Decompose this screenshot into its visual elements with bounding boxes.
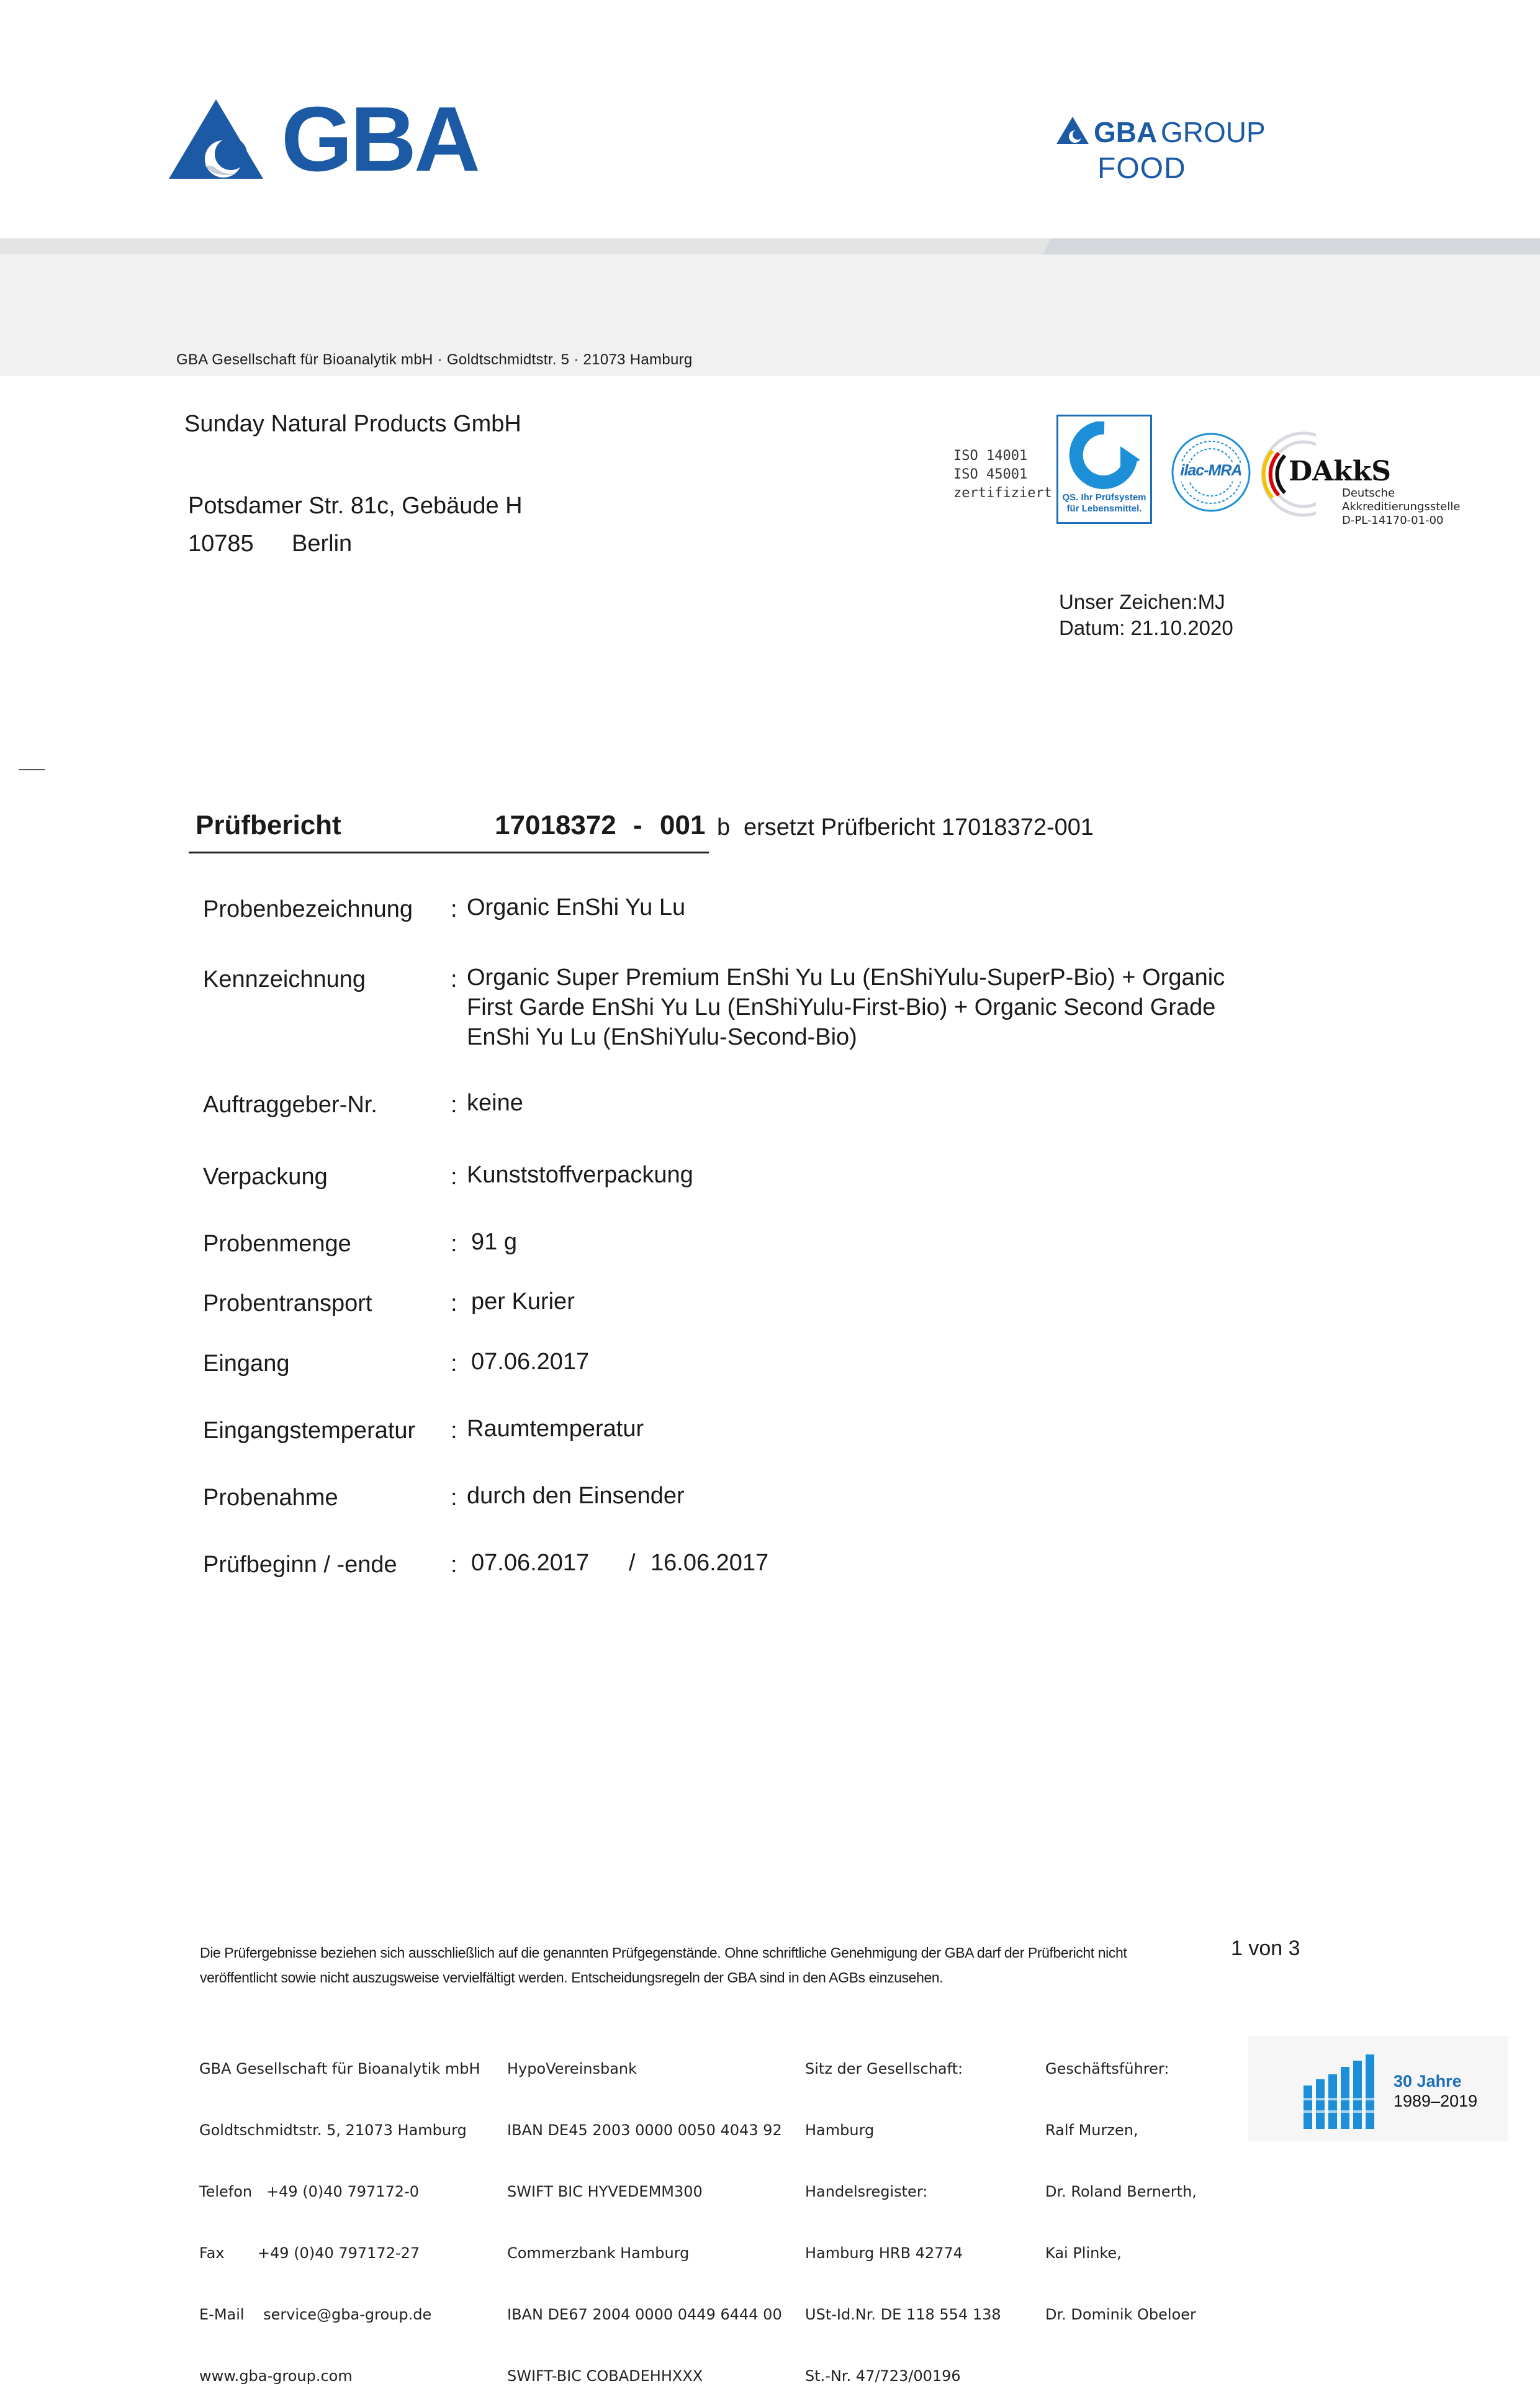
field-value-line-1: Organic Super Premium EnShi Yu Lu (EnShiYulu-SuperP-Bio) + Organic bbox=[467, 965, 1225, 991]
report-replaces: ersetzt Prüfbericht 17018372-001 bbox=[744, 814, 1094, 840]
reference-datum: Datum: 21.10.2020 bbox=[1059, 616, 1233, 639]
footer-company-line: Telefon +49 (0)40 797172-0 bbox=[199, 2183, 419, 2200]
anniversary-badge bbox=[1248, 2036, 1508, 2141]
dakks-line-2: Akkreditierungsstelle bbox=[1342, 500, 1461, 513]
dakks-text bbox=[1342, 487, 1460, 528]
fold-mark bbox=[19, 769, 45, 770]
iso-line-1: ISO 14001 bbox=[953, 448, 1028, 464]
field-value: keine bbox=[467, 1090, 523, 1116]
field-value-end: 16.06.2017 bbox=[651, 1550, 769, 1576]
footer-management bbox=[1045, 2018, 1197, 2346]
dakks-name: DAkkS bbox=[1289, 456, 1392, 487]
field-colon: : bbox=[451, 1552, 457, 1578]
field-label: Eingang bbox=[203, 1351, 290, 1377]
report-number: 17018372 bbox=[495, 810, 616, 840]
footer-company-line: E-Mail service@gba-group.de bbox=[199, 2306, 432, 2323]
report-suffix: 001 bbox=[660, 810, 706, 840]
header-stripe-slant bbox=[1043, 238, 1540, 254]
field-value: durch den Einsender bbox=[467, 1483, 685, 1509]
field-label: Eingangstemperatur bbox=[203, 1418, 416, 1444]
sender-line: GBA Gesellschaft für Bioanalytik mbH · Goldtschmidtstr. 5 · 21073 Hamburg bbox=[176, 351, 693, 368]
footer-registry-line: Hamburg bbox=[805, 2121, 875, 2139]
dakks-logo bbox=[1260, 431, 1484, 530]
group-logo-division: FOOD bbox=[1097, 152, 1186, 185]
disclaimer-line-2: veröffentlicht sowie nicht auszugsweise vervielfältigt werden. Entscheidungsregeln der GBA sind in den AGBs einzusehen. bbox=[200, 1969, 943, 1986]
field-label: Probenmenge bbox=[203, 1231, 351, 1257]
footer-registry-line: Hamburg HRB 42774 bbox=[805, 2244, 963, 2262]
ilac-label: ilac-MRA bbox=[1180, 462, 1242, 479]
field-label: Verpackung bbox=[203, 1164, 328, 1190]
iso-certification bbox=[953, 447, 1052, 503]
dakks-line-1: Deutsche bbox=[1342, 487, 1395, 500]
footer-registry bbox=[805, 2018, 1001, 2407]
field-value-line-2: First Garde EnShi Yu Lu (EnShiYulu-First-Bio) + Organic Second Grade bbox=[467, 994, 1216, 1020]
footer-registry-line: Handelsregister: bbox=[805, 2183, 928, 2200]
gba-group-food-logo bbox=[1055, 113, 1279, 187]
footer-company-line: GBA Gesellschaft für Bioanalytik mbH bbox=[199, 2060, 480, 2077]
field-colon: : bbox=[451, 1485, 457, 1511]
anniversary-years: 1989–2019 bbox=[1394, 2092, 1478, 2110]
footer-management-line: Dr. Dominik Obeloer bbox=[1045, 2306, 1196, 2323]
group-logo-brand: GBA bbox=[1094, 116, 1158, 148]
field-label: Kennzeichnung bbox=[203, 966, 366, 992]
field-colon: : bbox=[451, 1351, 457, 1377]
footer-bank-line: SWIFT-BIC COBADEHHXXX bbox=[507, 2367, 703, 2385]
field-label: Auftraggeber-Nr. bbox=[203, 1092, 377, 1118]
qs-label: QS. Ihr Prüfsystem für Lebensmittel. bbox=[1062, 492, 1146, 514]
field-value: Organic EnShi Yu Lu bbox=[467, 894, 686, 920]
footer-management-line: Dr. Roland Bernerth, bbox=[1045, 2183, 1197, 2200]
iso-line-2: ISO 45001 bbox=[953, 467, 1028, 482]
footer-management-line: Ralf Murzen, bbox=[1045, 2121, 1138, 2139]
iso-line-3: zertifiziert bbox=[953, 485, 1052, 501]
field-value: Kunststoffverpackung bbox=[467, 1162, 693, 1188]
footer-company-line: www.gba-group.com bbox=[199, 2367, 353, 2385]
gba-logo-mark bbox=[166, 97, 266, 184]
field-value: 07.06.2017 bbox=[471, 1349, 590, 1375]
field-colon: : bbox=[451, 1092, 457, 1118]
field-value-line-3: EnShi Yu Lu (EnShiYulu-Second-Bio) bbox=[467, 1024, 857, 1050]
footer-company-line: Goldtschmidtstr. 5, 21073 Hamburg bbox=[199, 2121, 467, 2139]
footer-registry-line: USt-Id.Nr. DE 118 554 138 bbox=[805, 2306, 1001, 2323]
field-colon: : bbox=[451, 896, 457, 922]
ilac-mra-logo bbox=[1171, 432, 1251, 513]
field-colon: : bbox=[451, 966, 457, 992]
field-label: Probenahme bbox=[203, 1485, 338, 1511]
field-colon: : bbox=[451, 1164, 457, 1190]
reference-zeichen: Unser Zeichen:MJ bbox=[1059, 590, 1225, 613]
gba-logo bbox=[166, 88, 489, 191]
footer-bank-line: IBAN DE45 2003 0000 0050 4043 92 bbox=[507, 2121, 782, 2139]
field-value: per Kurier bbox=[471, 1289, 575, 1315]
footer-company bbox=[199, 2018, 480, 2407]
footer-management-line: Kai Plinke, bbox=[1045, 2244, 1122, 2262]
field-colon: : bbox=[451, 1231, 457, 1257]
footer-bank-line: IBAN DE67 2004 0000 0449 6444 00 bbox=[507, 2306, 782, 2323]
footer-bank-line: HypoVereinsbank bbox=[507, 2060, 637, 2077]
field-label: Probenbezeichnung bbox=[203, 896, 413, 922]
field-colon: : bbox=[451, 1290, 457, 1316]
recipient-city: Berlin bbox=[292, 531, 353, 557]
field-label: Prüfbeginn / -ende bbox=[203, 1552, 397, 1578]
footer-bank-line: SWIFT BIC HYVEDEMM300 bbox=[507, 2183, 703, 2200]
qs-arrow-icon bbox=[1067, 421, 1141, 490]
field-value: 91 g bbox=[471, 1229, 517, 1255]
field-value: Raumtemperatur bbox=[467, 1416, 644, 1442]
recipient-street: Potsdamer Str. 81c, Gebäude H bbox=[188, 493, 523, 519]
qs-logo bbox=[1056, 415, 1152, 524]
field-value-start: 07.06.2017 bbox=[471, 1550, 590, 1576]
group-logo-suffix: GROUP bbox=[1161, 116, 1266, 148]
anniversary-title: 30 Jahre bbox=[1394, 2072, 1462, 2090]
recipient-zip: 10785 bbox=[188, 531, 254, 557]
dakks-line-3: D-PL-14170-01-00 bbox=[1342, 514, 1444, 527]
report-revision: b bbox=[717, 814, 731, 840]
report-dash: - bbox=[633, 810, 642, 840]
disclaimer bbox=[200, 1940, 1168, 1990]
field-colon: : bbox=[451, 1418, 457, 1444]
footer-bank bbox=[507, 2018, 782, 2407]
report-title-underline bbox=[189, 852, 709, 853]
gba-logo-text: GBA bbox=[281, 88, 478, 191]
page-indicator: 1 von 3 bbox=[1231, 1937, 1300, 1960]
field-label: Probentransport bbox=[203, 1290, 372, 1316]
disclaimer-line-1: Die Prüfergebnisse beziehen sich ausschließlich auf die genannten Prüfgegenstände. Ohne schriftliche Genehmigung der GBA darf der Prüfbericht nicht bbox=[200, 1945, 1127, 1961]
report-title: Prüfbericht bbox=[196, 810, 341, 840]
footer-company-line: Fax +49 (0)40 797172-27 bbox=[199, 2244, 420, 2262]
footer-management-line: Geschäftsführer: bbox=[1045, 2060, 1169, 2077]
field-value-separator: / bbox=[629, 1550, 636, 1576]
footer-registry-line: St.-Nr. 47/723/00196 bbox=[805, 2367, 961, 2385]
gba-group-mark bbox=[1055, 115, 1090, 146]
recipient-company: Sunday Natural Products GmbH bbox=[184, 411, 521, 437]
footer-bank-line: Commerzbank Hamburg bbox=[507, 2244, 690, 2262]
footer-registry-line: Sitz der Gesellschaft: bbox=[805, 2060, 963, 2077]
